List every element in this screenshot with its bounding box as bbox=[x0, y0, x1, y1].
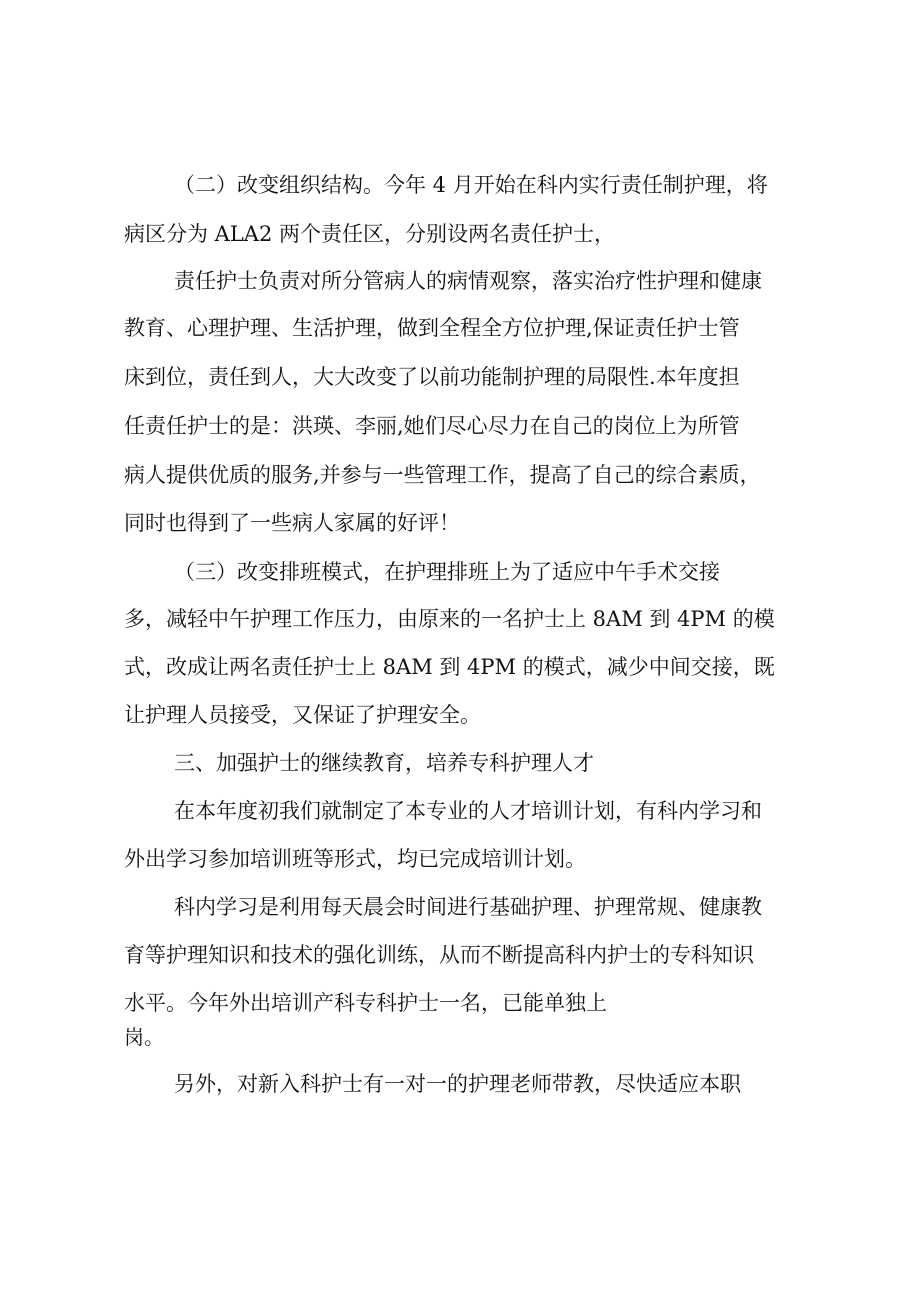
text-line: 岗。 bbox=[124, 1025, 164, 1049]
text-line: 另外，对新入科护士有一对一的护理老师带教，尽快适应本职 bbox=[174, 1072, 741, 1096]
text-line: 责任护士负责对所分管病人的病情观察，落实治疗性护理和健康 bbox=[174, 269, 762, 293]
text-line: 在本年度初我们就制定了本专业的人才培训计划，有科内学习和 bbox=[174, 799, 762, 823]
text-line: 育等护理知识和技术的强化训练，从而不断提高科内护士的专科知识 bbox=[124, 943, 754, 967]
text-line: 病人提供优质的服务,并参与一些管理工作，提高了自己的综合素质， bbox=[124, 463, 761, 487]
text-line: 床到位，责任到人，大大改变了以前功能制护理的局限性.本年度担 bbox=[124, 365, 740, 389]
text-line: 同时也得到了一些病人家属的好评！ bbox=[124, 511, 460, 535]
section-heading: 三、加强护士的继续教育，培养专科护理人才 bbox=[174, 751, 594, 775]
text-line: 教育、心理护理、生活护理，做到全程全方位护理,保证责任护士管 bbox=[124, 316, 740, 340]
text-line: 病区分为 ALA2 两个责任区，分别设两名责任护士， bbox=[124, 222, 615, 246]
text-line: 任责任护士的是：洪瑛、李丽,她们尽心尽力在自己的岗位上为所管 bbox=[124, 414, 740, 438]
text-line: （二）改变组织结构。今年 4 月开始在科内实行责任制护理，将 bbox=[174, 173, 768, 197]
text-line: 水平。今年外出培训产科专科护士一名，已能单独上 bbox=[124, 991, 607, 1015]
text-line: 多，减轻中午护理工作压力，由原来的一名护士上 8AM 到 4PM 的模 bbox=[124, 607, 775, 631]
text-line: 式，改成让两名责任护士上 8AM 到 4PM 的模式，减少中间交接，既 bbox=[124, 655, 775, 679]
text-line: 外出学习参加培训班等形式，均已完成培训计划。 bbox=[124, 847, 586, 871]
text-line: 科内学习是利用每天晨会时间进行基础护理、护理常规、健康教 bbox=[174, 895, 762, 919]
text-line: 让护理人员接受，又保证了护理安全。 bbox=[124, 703, 481, 727]
text-line: （三）改变排班模式，在护理排班上为了适应中午手术交接 bbox=[174, 560, 720, 584]
